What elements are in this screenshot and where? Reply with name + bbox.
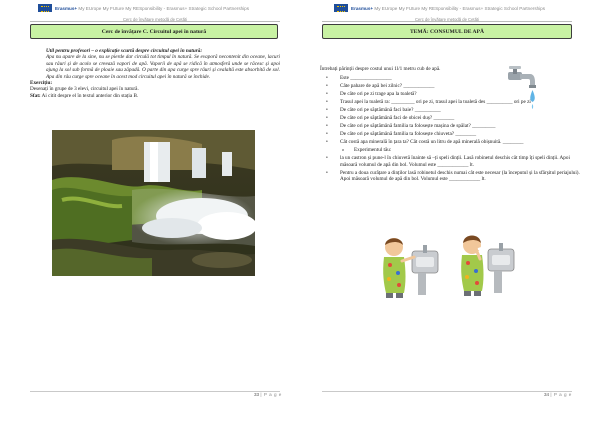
right-page-word: | P a g e (550, 392, 572, 397)
waterfall-photo (52, 130, 255, 276)
left-body (30, 48, 280, 99)
erasmus-logo-icon (38, 4, 52, 12)
child-washing-icon (372, 233, 440, 299)
list-item: • la un castron și pune-l în chiuvetă înainte să –ți speli dinții. Lasă robinetul deschis cât timp îți speli dinții. Apoi măsoară volumul de apă din bol. Volumul este ____________ lt. (320, 155, 582, 168)
list-item: • Trasul apei la toaletă ra: _________ ori pe zi, trasul apei la toaletă des __________ ori pe zi (320, 99, 582, 105)
list-item: • Pentru a doua curățare a dinților lasă robinetul deschis numai cât este necesar (la începutul și la sfârșitul periajului). Apoi măsoară volumul de apă din bol. Volumul este ____________ lt. (320, 170, 582, 183)
hint-label: Sfat: (30, 92, 41, 99)
banner-tagline-right: My EUrope My FUture My RESponsibility - Erasmus+ Strategic School Partnerships (374, 5, 546, 11)
homework-intro: Întrebați părinții despre costul unui 1l/1 metru cub de apă. (320, 66, 441, 72)
list-item: • De câte ori pe săptămână faci de obicei duș? ________ (320, 115, 582, 121)
child-washing-icon (450, 229, 518, 297)
right-page-number: 34 (544, 392, 550, 397)
banner-brand: Erasmus+ (55, 5, 78, 11)
right-footer-divider (322, 391, 572, 392)
list-item: • Cât costă apa minerală în țara ta? Cât costă un litru de apă minerală obișnuită. ________ (320, 139, 582, 145)
exercise-label: Exercițiu: (30, 80, 53, 87)
erasmus-banner-right (334, 3, 545, 13)
list-item: • De câte ori pe săptămână familia ta folosește mașina de spălat? _________ (320, 123, 582, 129)
list-item: • De câte ori pe săptămână faci baie? __________ (320, 107, 582, 113)
exercise-text: Desenați în grupe de 3 elevi, circuitul apei în natură. (30, 86, 139, 93)
faucet-icon (504, 66, 538, 110)
right-title-box (322, 24, 572, 39)
water-cycle-paragraph: Apa nu apare de la sine, nu se pierde dar circulă tot timpul în natură. Se evaporă necontenit din oceane, lacuri sau râuri și de acolo se creează vapori de apă. Vaporii de apă se ridică în atmosferă unde se răcesc și apoi ajung la sol sub formă de ploaie sau zăpadă. O parte din apa curge spre râuri și cealaltă este absorbită de sol. Apa din râu curge spre oceane în acest mod circuitul apei în natură se închide. (46, 54, 280, 80)
left-page-word: | P a g e (260, 392, 282, 397)
header-divider (30, 21, 280, 22)
list-item: • Câte pahare de apă bei zilnic? ____________ (320, 83, 524, 89)
list-item: • De câte ori pe săptămână familia ta folosește chiuveta? ________ (320, 131, 582, 137)
header-divider-right (322, 21, 572, 22)
left-page-number: 33 (254, 392, 260, 397)
school-subheader-right: Cerc de învățare metodă de Cetăți (414, 17, 479, 22)
banner-tagline: My EUrope My FUture My RESponsibility - Erasmus+ Strategic School Partnerships (78, 5, 250, 11)
homework-body (320, 66, 582, 184)
teacher-note-heading: Util pentru profesori – o explicație scurtă despre circuitul apei în natură: (46, 48, 203, 54)
right-title: TEMĂ: CONSUMUL DE APĂ (409, 28, 485, 35)
erasmus-banner (38, 3, 249, 13)
erasmus-logo-icon (334, 4, 348, 12)
banner-brand-right: Erasmus+ (351, 5, 374, 11)
right-page (300, 0, 600, 424)
list-item: • De câte ori pe zi trage apa la toaletă? (320, 91, 524, 97)
list-item: • Este ________________ (320, 75, 524, 81)
school-subheader: Cerc de învățare metodă de Cetăți (122, 17, 187, 22)
right-page-footer (544, 392, 572, 397)
question-list (320, 75, 582, 182)
left-title-box (30, 24, 278, 39)
sub-list-item: o Experimentul tău: (320, 147, 582, 153)
left-title: Cerc de învățare C. Circuitul apei în natură (101, 28, 207, 35)
left-page-footer (254, 392, 282, 397)
left-footer-divider (30, 391, 280, 392)
hint-text: Ai citit despre el în textul anterior din stația B. (40, 92, 139, 99)
